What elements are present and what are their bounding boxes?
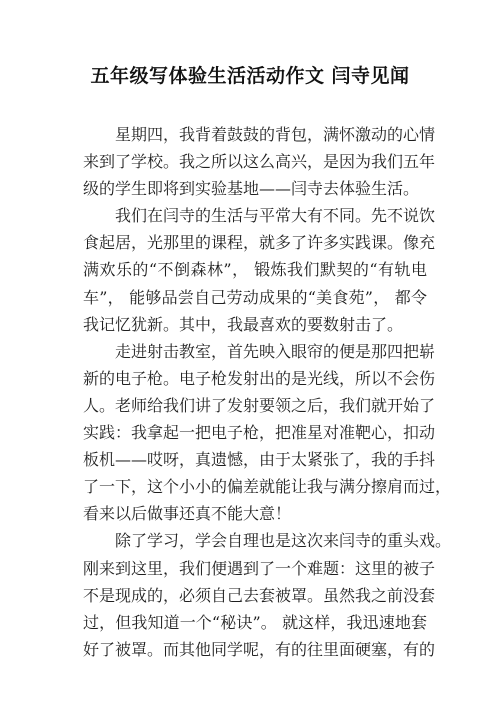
text-line: 除了学习，学会自理也是这次来闫寺的重头戏。	[115, 531, 452, 551]
paragraph-3	[83, 338, 452, 528]
text-line: 了一下，这个小小的偏差就能让我与满分擦肩而过，	[83, 477, 452, 497]
text-line: 走进射击教室，首先映入眼帘的便是那四把崭	[115, 341, 436, 361]
document-title: 五年级写体验生活活动作文 闫寺见闻	[90, 65, 410, 87]
text-line: 过，但我知道一个“秘诀”。 就这样，我迅速地套	[83, 612, 427, 632]
text-line: 级的学生即将到实验基地——闫寺去体验生活。	[83, 179, 420, 199]
text-line: 不是现成的，必须自己去套被罩。虽然我之前没套	[83, 585, 436, 605]
text-line: 实践：我拿起一把电子枪，把准星对准靶心，扣动	[83, 423, 436, 443]
paragraph-2	[83, 202, 436, 337]
text-line: 我记忆犹新。其中，我最喜欢的要数射击了。	[83, 314, 404, 334]
document-body	[83, 121, 452, 663]
text-line: 满欢乐的“不倒森林”， 锻炼我们默契的“有轨电	[83, 260, 427, 280]
text-line: 新的电子枪。电子枪发射出的是光线，所以不会伤	[83, 368, 436, 388]
paragraph-4	[83, 527, 452, 662]
text-line: 来到了学校。我之所以这么高兴，是因为我们五年	[83, 152, 436, 172]
text-line: 食起居，光那里的课程，就多了许多实践课。像充	[83, 233, 436, 253]
paragraph-1	[83, 121, 436, 202]
text-line: 刚来到这里，我们便遇到了一个难题：这里的被子	[83, 558, 436, 578]
text-line: 星期四，我背着鼓鼓的背包，满怀激动的心情	[115, 125, 436, 144]
text-line: 人。老师给我们讲了发射要领之后，我们就开始了	[83, 395, 436, 415]
text-line: 我们在闫寺的生活与平常大有不同。先不说饮	[115, 206, 436, 226]
text-line: 好了被罩。而其他同学呢，有的往里面硬塞，有的	[83, 639, 436, 659]
text-line: 板机——哎呀，真遗憾，由于太紧张了，我的手抖	[83, 450, 436, 470]
text-line: 车”， 能够品尝自己劳动成果的“美食苑”， 都令	[83, 287, 427, 307]
text-line: 看来以后做事还真不能大意！	[83, 504, 292, 524]
